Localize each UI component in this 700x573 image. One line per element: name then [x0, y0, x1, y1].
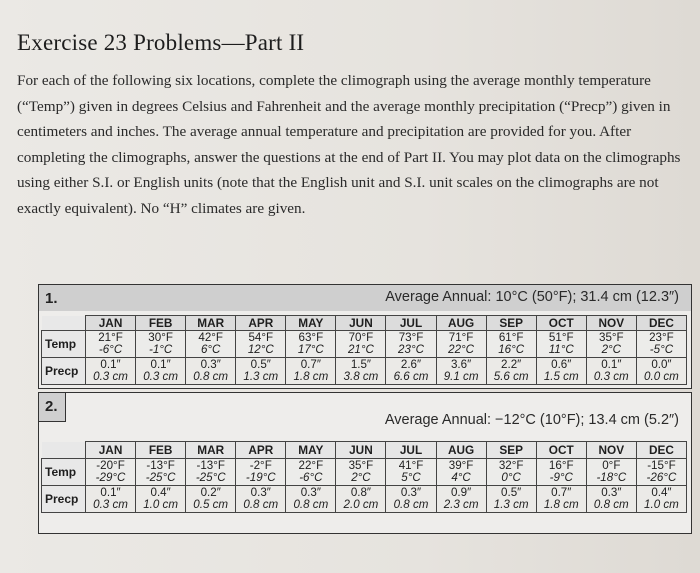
- temp-fahrenheit: 0°F: [602, 459, 621, 472]
- precp-centimeters: 2.3 cm: [443, 498, 479, 511]
- precp-cell: [636, 358, 686, 385]
- precp-centimeters: 9.1 cm: [443, 370, 479, 383]
- temp-cell: [186, 459, 236, 486]
- temp-celsius: 0°C: [501, 471, 521, 484]
- precp-centimeters: 1.3 cm: [493, 498, 529, 511]
- precp-centimeters: 1.0 cm: [143, 498, 179, 511]
- month-header: MAY: [286, 316, 336, 331]
- temp-fahrenheit: 39°F: [448, 459, 474, 472]
- climate-data-table: [41, 441, 687, 513]
- temp-cell: [436, 331, 486, 358]
- precp-inches: 0.7″: [300, 358, 321, 371]
- month-header: JUL: [386, 442, 436, 459]
- precp-inches: 0.3″: [300, 486, 321, 499]
- precp-cell: [386, 486, 436, 513]
- temp-row: [42, 459, 687, 486]
- month-header: APR: [236, 442, 286, 459]
- precp-cell: [286, 358, 336, 385]
- precp-cell: [586, 358, 636, 385]
- month-header: JUN: [336, 442, 386, 459]
- precp-inches: 0.6″: [551, 358, 572, 371]
- precp-row-label: Precp: [42, 358, 86, 385]
- precp-centimeters: 0.8 cm: [243, 498, 279, 511]
- precp-centimeters: 0.0 cm: [644, 370, 679, 383]
- precp-centimeters: 0.8 cm: [393, 498, 429, 511]
- precp-inches: 2.2″: [501, 358, 522, 371]
- month-header-row: [42, 442, 687, 459]
- precp-centimeters: 1.0 cm: [644, 498, 679, 511]
- temp-celsius: -1°C: [148, 343, 173, 356]
- temp-fahrenheit: 63°F: [298, 331, 324, 344]
- temp-cell: [436, 459, 486, 486]
- precp-inches: 0.4″: [651, 486, 672, 499]
- month-header: NOV: [586, 442, 636, 459]
- temp-cell: [636, 459, 686, 486]
- month-header: SEP: [486, 442, 536, 459]
- precp-inches: 0.2″: [200, 486, 221, 499]
- month-header: SEP: [486, 316, 536, 331]
- temp-celsius: -5°C: [649, 343, 674, 356]
- precp-cell: [486, 486, 536, 513]
- temp-fahrenheit: -13°F: [146, 459, 175, 472]
- precp-cell: [186, 358, 236, 385]
- temp-celsius: 12°C: [247, 343, 274, 356]
- corner-cell: [42, 442, 86, 459]
- month-header: NOV: [586, 316, 636, 331]
- precp-centimeters: 0.8 cm: [193, 370, 229, 383]
- precp-cell: [236, 358, 286, 385]
- temp-cell: [286, 331, 336, 358]
- precp-centimeters: 0.5 cm: [193, 498, 229, 511]
- month-header: JUN: [336, 316, 386, 331]
- temp-cell: [286, 459, 336, 486]
- precp-inches: 0.1″: [150, 358, 171, 371]
- precp-cell: [236, 486, 286, 513]
- precp-inches: 2.6″: [400, 358, 422, 371]
- temp-fahrenheit: 71°F: [448, 331, 474, 344]
- precp-inches: 0.1″: [100, 486, 121, 499]
- temp-fahrenheit: -20°F: [96, 459, 125, 472]
- precp-inches: 0.3″: [400, 486, 422, 499]
- precp-centimeters: 5.6 cm: [493, 370, 529, 383]
- corner-cell: [42, 316, 86, 331]
- temp-fahrenheit: 32°F: [498, 459, 524, 472]
- location-number: 2.: [45, 398, 58, 415]
- temp-fahrenheit: 30°F: [148, 331, 173, 344]
- month-header: AUG: [436, 316, 486, 331]
- precp-inches: 0.8″: [350, 486, 372, 499]
- temp-cell: [386, 459, 436, 486]
- month-header: APR: [236, 316, 286, 331]
- month-header: OCT: [536, 316, 586, 331]
- precp-inches: 0.9″: [450, 486, 472, 499]
- month-header: FEB: [136, 442, 186, 459]
- temp-fahrenheit: -2°F: [249, 459, 272, 472]
- precp-inches: 0.3″: [601, 486, 622, 499]
- temp-celsius: 17°C: [297, 343, 324, 356]
- temp-celsius: 23°C: [398, 343, 424, 356]
- temp-celsius: -6°C: [98, 343, 123, 356]
- page-title: Exercise 23 Problems—Part II: [17, 30, 305, 55]
- location-1-box: [38, 284, 692, 389]
- temp-fahrenheit: -13°F: [196, 459, 225, 472]
- precp-centimeters: 1.8 cm: [543, 498, 579, 511]
- precp-inches: 1.5″: [350, 358, 372, 371]
- temp-celsius: 11°C: [548, 343, 574, 356]
- temp-fahrenheit: 41°F: [398, 459, 424, 472]
- precp-centimeters: 1.8 cm: [293, 370, 329, 383]
- month-header: JUL: [386, 316, 436, 331]
- temp-celsius: 5°C: [401, 471, 421, 484]
- precp-centimeters: 0.3 cm: [143, 370, 179, 383]
- temp-cell: [536, 331, 586, 358]
- temp-cell: [586, 459, 636, 486]
- precp-cell: [336, 358, 386, 385]
- temp-fahrenheit: 21°F: [98, 331, 123, 344]
- precp-centimeters: 2.0 cm: [343, 498, 379, 511]
- temp-cell: [186, 331, 236, 358]
- temp-row-label: Temp: [42, 459, 86, 486]
- month-header: MAR: [186, 316, 236, 331]
- temp-cell: [336, 331, 386, 358]
- temp-cell: [586, 331, 636, 358]
- precp-cell: [186, 486, 236, 513]
- temp-cell: [136, 331, 186, 358]
- temp-fahrenheit: 23°F: [649, 331, 674, 344]
- precp-cell: [86, 486, 136, 513]
- precp-inches: 0.7″: [551, 486, 572, 499]
- month-header-row: [42, 316, 687, 331]
- precp-inches: 0.0″: [651, 358, 672, 371]
- precp-centimeters: 0.3 cm: [93, 370, 128, 383]
- temp-cell: [236, 459, 286, 486]
- temp-celsius: 16°C: [498, 343, 525, 356]
- precp-cell: [486, 358, 536, 385]
- temp-celsius: 2°C: [351, 471, 371, 484]
- average-annual: Average Annual: −12°C (10°F); 13.4 cm (5.2″): [384, 412, 679, 428]
- temp-cell: [336, 459, 386, 486]
- temp-celsius: -25°C: [145, 471, 176, 484]
- month-header: JAN: [86, 442, 136, 459]
- month-header: JAN: [86, 316, 136, 331]
- temp-celsius: 2°C: [601, 343, 622, 356]
- temp-row: [42, 331, 687, 358]
- month-header: OCT: [536, 442, 586, 459]
- temp-celsius: -19°C: [245, 471, 276, 484]
- temp-cell: [486, 459, 536, 486]
- precp-cell: [536, 486, 586, 513]
- month-header: DEC: [636, 442, 686, 459]
- precp-cell: [136, 486, 186, 513]
- climate-data-table: [41, 315, 687, 385]
- temp-fahrenheit: 22°F: [298, 459, 324, 472]
- temp-cell: [136, 459, 186, 486]
- precp-centimeters: 1.5 cm: [543, 370, 579, 383]
- instructions-paragraph: For each of the following six locations, complete the climograph using the average monthly temperature (“Temp”) given in degrees Celsius and Fahrenheit and the average monthly precipitation (“Precp”) given in centimeters and inches. The average annual temperature and precipitation are provided for you. After completing the climographs, answer the questions at the end of Part II. You may plot data on the climographs using either S.I. or English units (note that the English unit and S.I. unit scales on the climographs are not exactly equivalent). No “H” climates are given.: [17, 72, 681, 217]
- precp-cell: [86, 358, 136, 385]
- month-header: MAR: [186, 442, 236, 459]
- precp-inches: 0.1″: [100, 358, 121, 371]
- temp-cell: [86, 331, 136, 358]
- precp-cell: [536, 358, 586, 385]
- precp-row-label: Precp: [42, 486, 86, 513]
- temp-cell: [536, 459, 586, 486]
- temp-celsius: 4°C: [451, 471, 471, 484]
- precp-cell: [636, 486, 686, 513]
- precp-centimeters: 3.8 cm: [343, 370, 379, 383]
- temp-celsius: 6°C: [200, 343, 221, 356]
- precp-inches: 3.6″: [450, 358, 472, 371]
- precp-cell: [436, 358, 486, 385]
- precp-row: [42, 486, 687, 513]
- temp-cell: [386, 331, 436, 358]
- precp-centimeters: 6.6 cm: [393, 370, 429, 383]
- precp-cell: [336, 486, 386, 513]
- precp-inches: 0.4″: [150, 486, 171, 499]
- precp-centimeters: 0.8 cm: [593, 498, 629, 511]
- month-header: FEB: [136, 316, 186, 331]
- temp-fahrenheit: 42°F: [198, 331, 223, 344]
- precp-inches: 0.3″: [200, 358, 221, 371]
- precp-row: [42, 358, 687, 385]
- average-annual: Average Annual: 10°C (50°F); 31.4 cm (12.3″): [385, 289, 679, 305]
- month-header: AUG: [436, 442, 486, 459]
- precp-inches: 0.5″: [250, 358, 271, 371]
- temp-row-label: Temp: [42, 331, 86, 358]
- temp-celsius: -6°C: [299, 471, 323, 484]
- precp-inches: 0.5″: [501, 486, 522, 499]
- precp-inches: 0.3″: [250, 486, 271, 499]
- temp-celsius: -9°C: [549, 471, 573, 484]
- temp-fahrenheit: 16°F: [548, 459, 574, 472]
- month-header: MAY: [286, 442, 336, 459]
- month-header: DEC: [636, 316, 686, 331]
- precp-cell: [586, 486, 636, 513]
- precp-cell: [436, 486, 486, 513]
- temp-fahrenheit: 35°F: [599, 331, 624, 344]
- temp-celsius: -25°C: [195, 471, 226, 484]
- temp-celsius: 22°C: [448, 343, 475, 356]
- temp-fahrenheit: 35°F: [348, 459, 374, 472]
- temp-cell: [86, 459, 136, 486]
- precp-cell: [136, 358, 186, 385]
- temp-celsius: -26°C: [646, 471, 677, 484]
- precp-cell: [286, 486, 336, 513]
- precp-centimeters: 0.3 cm: [93, 498, 128, 511]
- location-number: 1.: [45, 290, 58, 307]
- temp-cell: [236, 331, 286, 358]
- temp-fahrenheit: -15°F: [647, 459, 676, 472]
- precp-inches: 0.1″: [601, 358, 622, 371]
- temp-celsius: -29°C: [95, 471, 126, 484]
- temp-celsius: 21°C: [347, 343, 374, 356]
- temp-fahrenheit: 51°F: [548, 331, 574, 344]
- temp-fahrenheit: 73°F: [398, 331, 424, 344]
- precp-centimeters: 0.3 cm: [593, 370, 629, 383]
- precp-centimeters: 1.3 cm: [243, 370, 279, 383]
- temp-cell: [486, 331, 536, 358]
- temp-celsius: -18°C: [596, 471, 627, 484]
- precp-cell: [386, 358, 436, 385]
- temp-fahrenheit: 61°F: [498, 331, 524, 344]
- precp-centimeters: 0.8 cm: [293, 498, 329, 511]
- temp-cell: [636, 331, 686, 358]
- location-2-box: [38, 392, 692, 534]
- temp-fahrenheit: 54°F: [248, 331, 274, 344]
- temp-fahrenheit: 70°F: [348, 331, 374, 344]
